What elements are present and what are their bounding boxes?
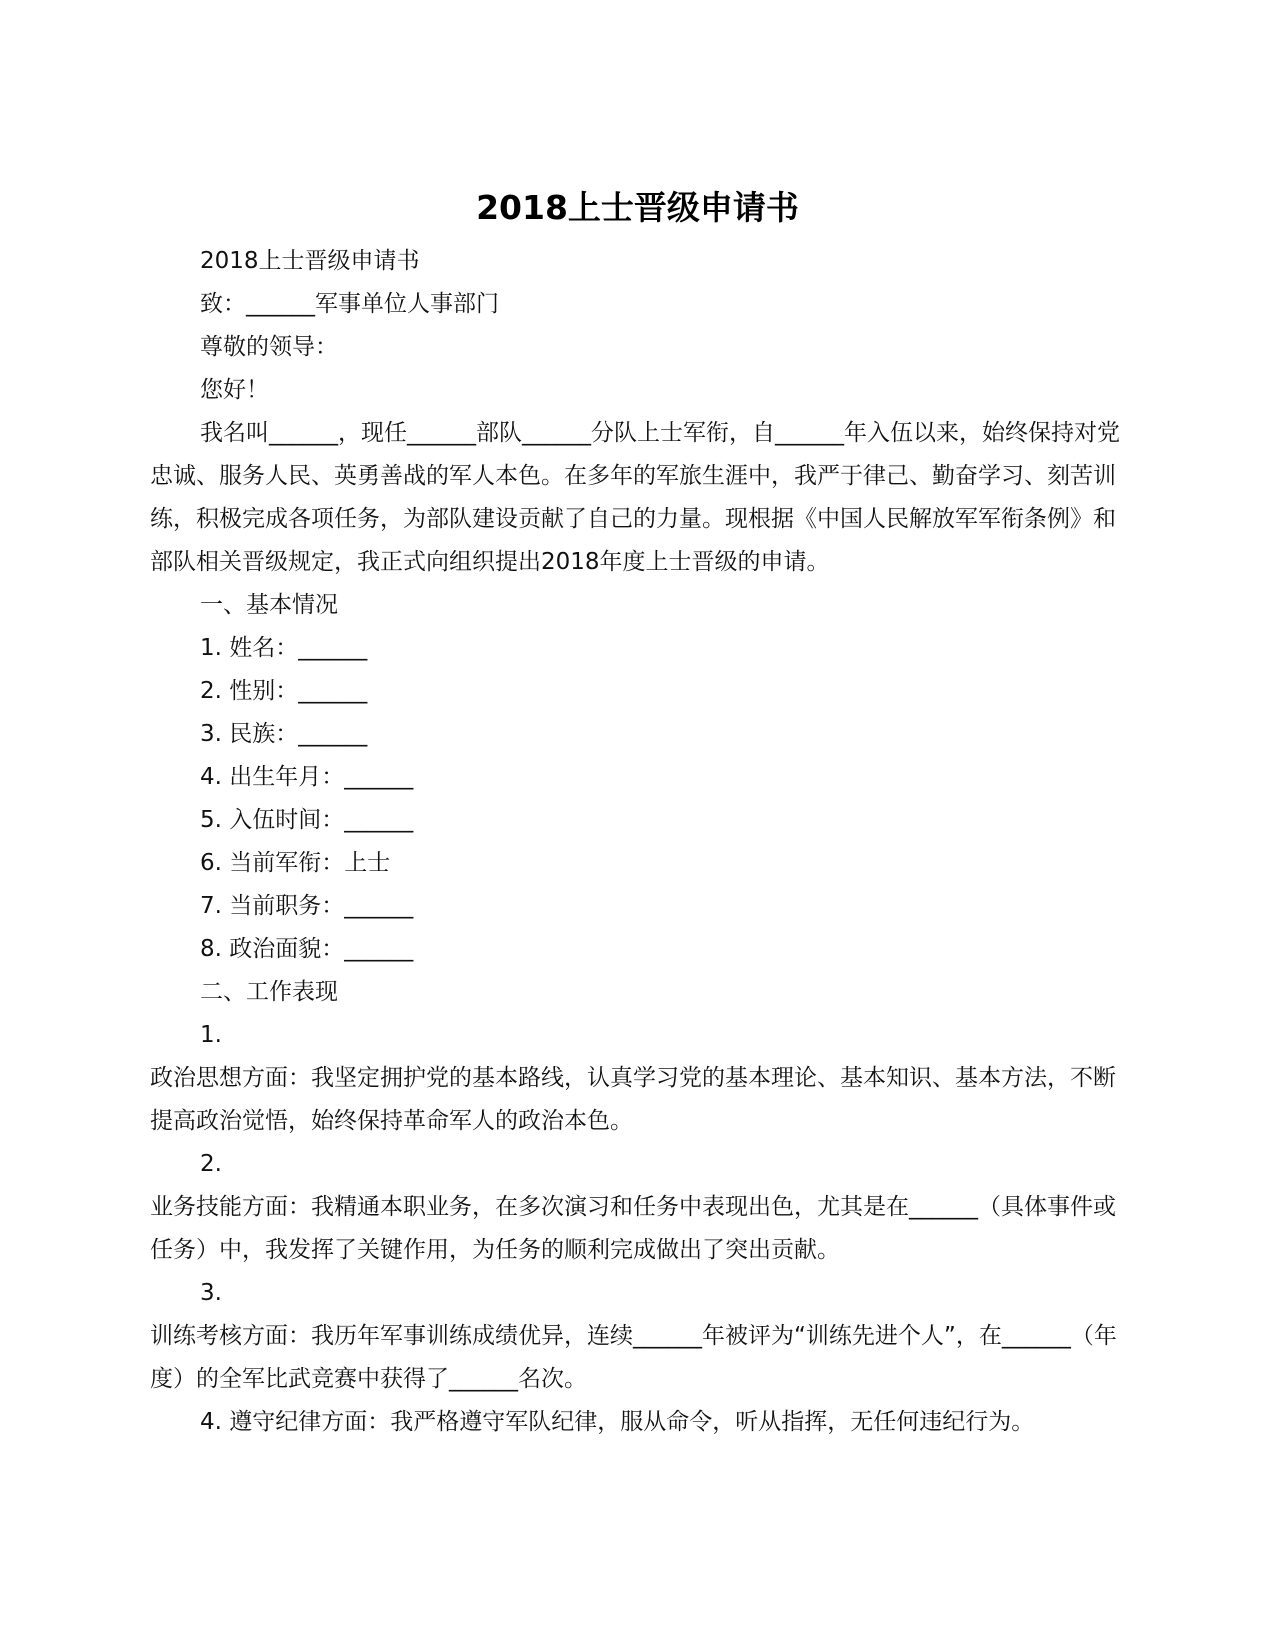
- recipient-line: 致：______军事单位人事部门: [200, 291, 499, 317]
- performance-item-text-1: 政治思想方面：我坚定拥护党的基本路线，认真学习党的基本理论、基本知识、基本方法，不断提高政治觉悟，始终保持革命军人的政治本色。: [150, 1065, 1116, 1134]
- basic-info-gender: 2. 性别：______: [200, 678, 368, 704]
- basic-info-name: 1. 姓名：______: [200, 635, 368, 661]
- basic-info-ethnicity: 3. 民族：______: [200, 721, 368, 747]
- salutation-line: 尊敬的领导：: [200, 334, 338, 360]
- basic-info-enlist: 5. 入伍时间：______: [200, 807, 414, 833]
- performance-item-text-2: 业务技能方面：我精通本职业务，在多次演习和任务中表现出色，尤其是在______（具体事件或任务）中，我发挥了关键作用，为任务的顺利完成做出了突出贡献。: [150, 1194, 1116, 1263]
- performance-item-number-3: 3.: [200, 1280, 222, 1306]
- performance-item-text-3: 训练考核方面：我历年军事训练成绩优异，连续______年被评为“训练先进个人”，在______（年度）的全军比武竞赛中获得了______名次。: [150, 1323, 1117, 1392]
- subtitle-line: 2018上士晋级申请书: [200, 248, 420, 274]
- basic-info-position: 7. 当前职务：______: [200, 893, 414, 919]
- intro-paragraph: 我名叫______，现任______部队______分队上士军衔，自______年入伍以来，始终保持对党忠诚、服务人民、英勇善战的军人本色。在多年的军旅生涯中，我严于律己、勤奋学习、刻苦训练，积极完成各项任务，为部队建设贡献了自己的力量。现根据《中国人民解放军军衔条例》和部队相关晋级规定，我正式向组织提出2018年度上士晋级的申请。: [150, 420, 1120, 575]
- basic-info-political: 8. 政治面貌：______: [200, 936, 414, 962]
- basic-info-rank: 6. 当前军衔：上士: [200, 850, 391, 876]
- section1-heading: 一、基本情况: [200, 592, 338, 618]
- performance-item-number-1: 1.: [200, 1022, 222, 1048]
- performance-item-number-2: 2.: [200, 1151, 222, 1177]
- section2-heading: 二、工作表现: [200, 979, 338, 1005]
- basic-info-birth: 4. 出生年月：______: [200, 764, 414, 790]
- document-title: 2018上士晋级申请书: [476, 188, 799, 227]
- performance-item-4: 4. 遵守纪律方面：我严格遵守军队纪律，服从命令，听从指挥，无任何违纪行为。: [200, 1409, 1035, 1435]
- document-body: [150, 240, 1125, 1444]
- greeting-line: 您好！: [200, 377, 269, 403]
